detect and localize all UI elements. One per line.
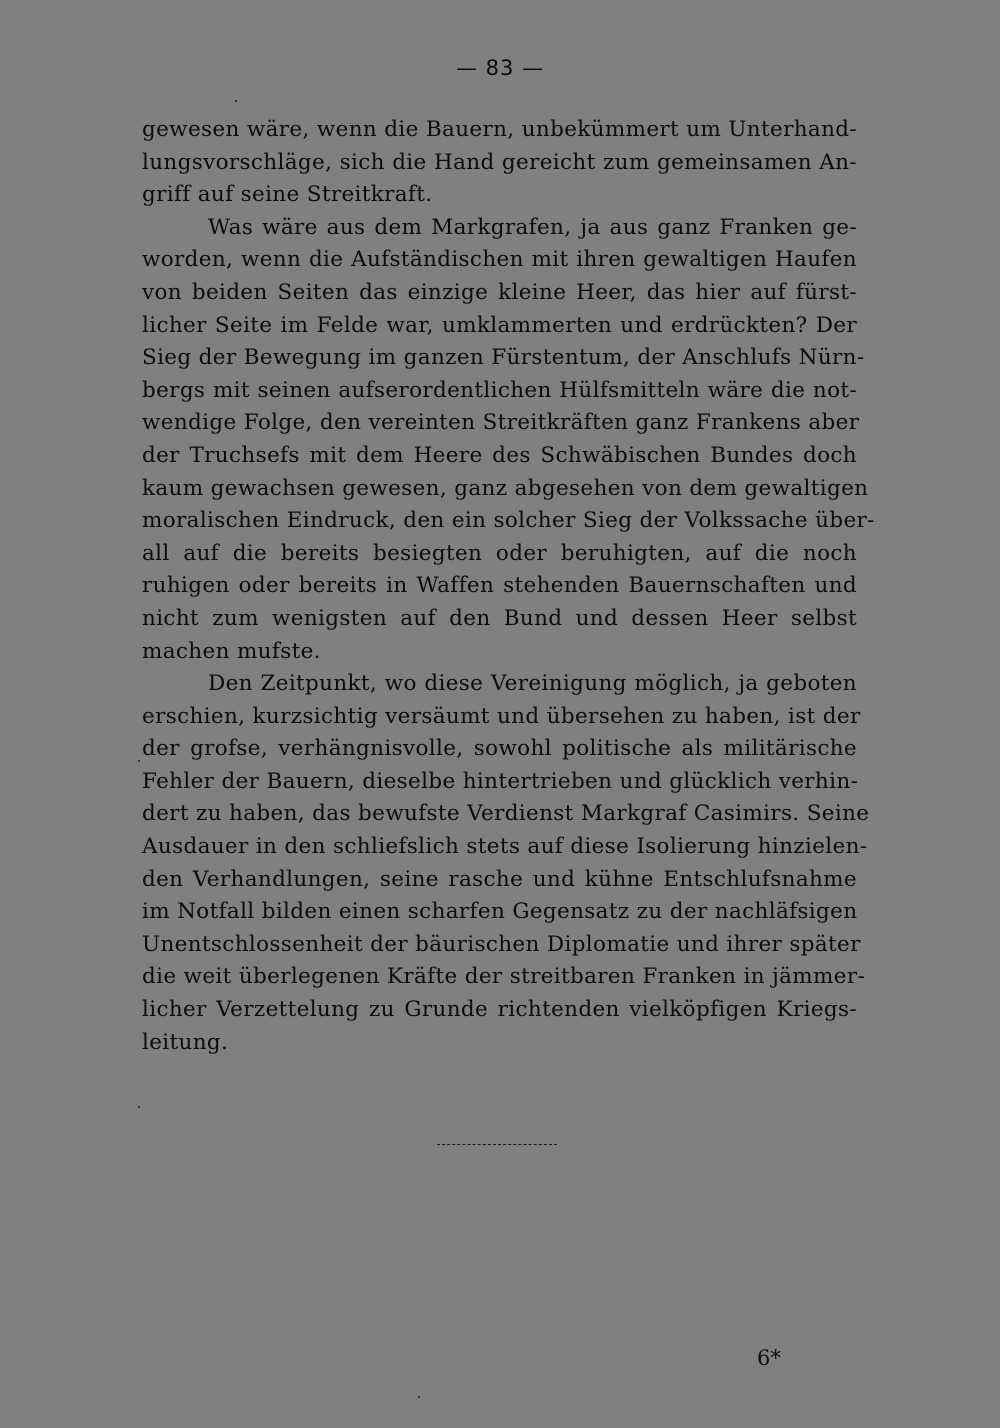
text-line: der grofse, verhängnisvolle, sowohl politische als militärische [142, 736, 857, 762]
text-line: wendige Folge, den vereinten Streitkräften ganz Frankens aber [142, 410, 860, 436]
text-line: nicht zum wenigsten auf den Bund und dessen Heer selbst [142, 605, 857, 631]
text-line: gewesen wäre, wenn die Bauern, unbekümmert um Unterhand- [142, 117, 857, 142]
text-line: Sieg der Bewegung im ganzen Fürstentum, der Anschlufs Nürn- [142, 345, 865, 371]
signature-mark: 6* [757, 1346, 781, 1370]
print-speck [235, 100, 237, 102]
text-line: Ausdauer in den schliefslich stets auf diese Isolierung hinzielen- [142, 834, 868, 860]
page-number: — 83 — [455, 56, 545, 80]
text-line: Was wäre aus dem Markgrafen, ja aus ganz Franken ge- [208, 214, 857, 240]
body-text [142, 114, 875, 1059]
print-speck [418, 1396, 420, 1398]
text-line: moralischen Eindruck, den ein solcher Sieg der Volkssache über- [142, 508, 875, 534]
text-line: lungsvorschläge, sich die Hand gereicht zum gemeinsamen An- [142, 149, 857, 175]
text-line: machen mufste. [142, 638, 321, 664]
text-line: dert zu haben, das bewufste Verdienst Markgraf Casimirs. Seine [142, 801, 870, 827]
text-line: kaum gewachsen gewesen, ganz abgesehen von dem gewaltigen [142, 475, 869, 501]
end-rule [437, 1144, 557, 1145]
text-line: die weit überlegenen Kräfte der streitbaren Franken in jämmer- [142, 964, 866, 990]
print-speck [138, 760, 140, 762]
text-line: licher Verzettelung zu Grunde richtenden vielköpfigen Kriegs- [142, 997, 857, 1023]
text-line: Unentschlossenheit der bäurischen Diplomatie und ihrer später [142, 931, 861, 957]
print-speck [138, 1106, 140, 1108]
text-line: bergs mit seinen aufserordentlichen Hülfsmitteln wäre die not- [142, 377, 857, 403]
text-line: leitung. [142, 1029, 229, 1055]
text-line: griff auf seine Streitkraft. [142, 182, 433, 208]
text-line: von beiden Seiten das einzige kleine Heer, das hier auf fürst- [142, 279, 857, 305]
text-line: licher Seite im Felde war, umklammerten und erdrückten? Der [142, 312, 857, 338]
text-line: erschien, kurzsichtig versäumt und übersehen zu haben, ist der [142, 703, 861, 729]
text-line: Den Zeitpunkt, wo diese Vereinigung möglich, ja geboten [208, 671, 857, 697]
text-line: Fehler der Bauern, dieselbe hintertrieben und glücklich verhin- [142, 768, 859, 794]
text-line: der Truchsefs mit dem Heere des Schwäbischen Bundes doch [142, 442, 857, 468]
text-line: im Notfall bilden einen scharfen Gegensatz zu der nachläfsigen [142, 899, 858, 925]
text-line: all auf die bereits besiegten oder beruhigten, auf die noch [142, 540, 857, 566]
text-line: worden, wenn die Aufständischen mit ihren gewaltigen Haufen [142, 247, 857, 273]
text-line: den Verhandlungen, seine rasche und kühne Entschlufsnahme [142, 866, 857, 892]
text-line: ruhigen oder bereits in Waffen stehenden Bauernschaften und [142, 573, 857, 599]
